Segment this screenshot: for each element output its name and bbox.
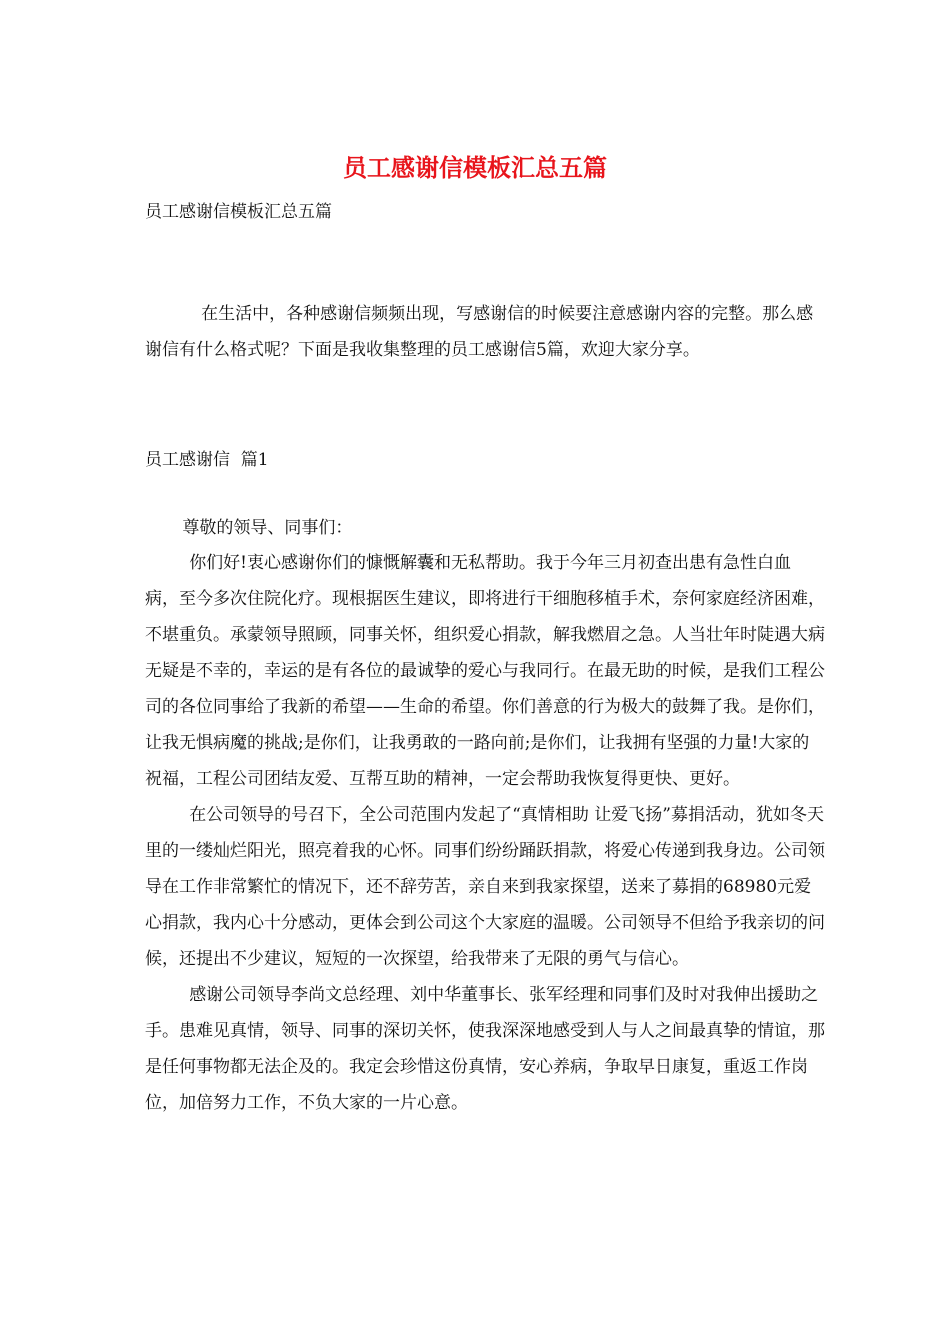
salutation-section	[145, 510, 825, 546]
body-paragraph: 在公司领导的号召下，全公司范围内发起了“真情相助 让爱飞扬”募捐活动，犹如冬天里的一缕灿烂阳光，照亮着我的心怀。同事们纷纷踊跃捐款，将爱心传递到我身边。公司领导在工作非常繁忙的情况下，还不辞劳苦，亲自来到我家探望，送来了募捐的68980元爱心捐款，我内心十分感动，更体会到公司这个大家庭的温暖。公司领导不但给予我亲切的问候，还提出不少建议，短短的一次探望，给我带来了无限的勇气与信心。	[145, 805, 825, 969]
salutation-text: 尊敬的领导、同事们：	[182, 518, 353, 538]
section-heading	[145, 442, 825, 478]
document-title: 员工感谢信模板汇总五篇	[343, 153, 607, 182]
intro-paragraph: 在生活中，各种感谢信频频出现，写感谢信的时候要注意感谢内容的完整。那么感谢信有什么格式呢？下面是我收集整理的员工感谢信5篇，欢迎大家分享。	[145, 304, 814, 360]
body-paragraph: 感谢公司领导李尚文总经理、刘中华董事长、张军经理和同事们及时对我伸出援助之手。患难见真情，领导、同事的深切关怀，使我深深地感受到人与人之间最真挚的情谊，那是任何事物都无法企及的。我定会珍惜这份真情，安心养病，争取早日康复，重返工作岗位，加倍努力工作，不负大家的一片心意。	[145, 985, 825, 1113]
letter-body	[145, 545, 825, 1121]
section-heading-text: 员工感谢信 篇1	[145, 450, 269, 470]
intro-section	[145, 296, 825, 368]
document-subtitle: 员工感谢信模板汇总五篇	[145, 202, 332, 222]
body-paragraph: 你们好!衷心感谢你们的慷慨解囊和无私帮助。我于今年三月初查出患有急性白血病，至今多次住院化疗。现根据医生建议，即将进行干细胞移植手术，奈何家庭经济困难，不堪重负。承蒙领导照顾，同事关怀，组织爱心捐款，解我燃眉之急。人当壮年时陡遇大病无疑是不幸的，幸运的是有各位的最诚挚的爱心与我同行。在最无助的时候，是我们工程公司的各位同事给了我新的希望——生命的希望。你们善意的行为极大的鼓舞了我。是你们，让我无惧病魔的挑战;是你们，让我勇敢的一路向前;是你们，让我拥有坚强的力量!大家的祝福，工程公司团结友爱、互帮互助的精神，一定会帮助我恢复得更快、更好。	[145, 553, 825, 789]
